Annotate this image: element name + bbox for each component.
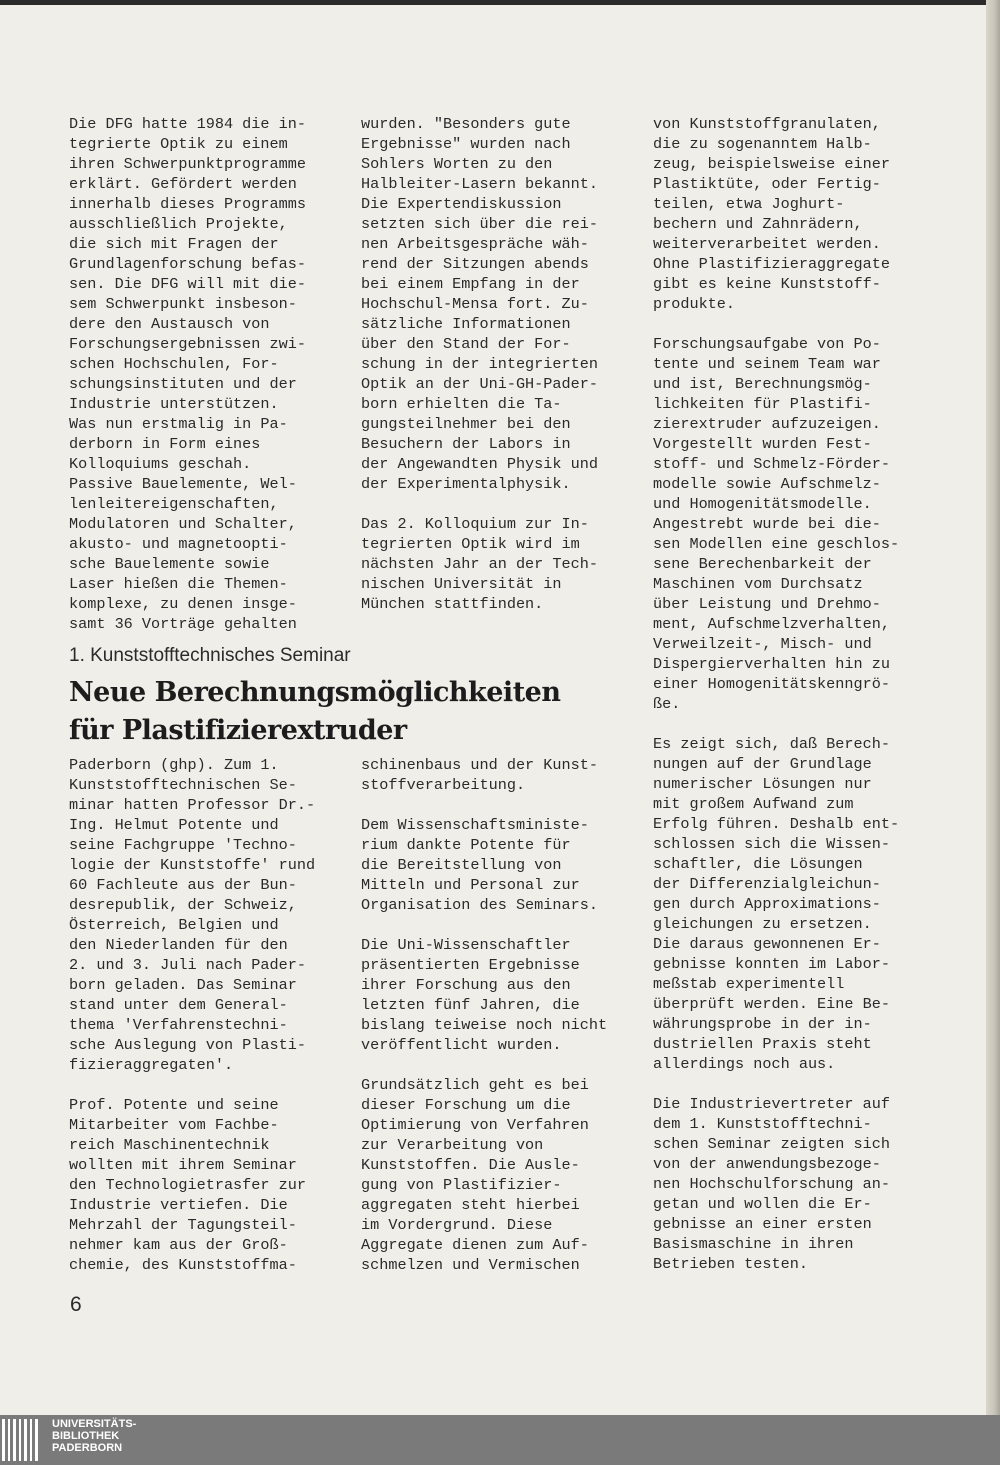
text-line: lenleitereigenschaften,	[69, 495, 279, 513]
text-line: schen Seminar zeigten sich	[653, 1135, 890, 1153]
text-line: Kolloquiums geschah.	[69, 455, 252, 473]
text-line: sche Auslegung von Plasti-	[69, 1036, 306, 1054]
text-line: sche Bauelemente sowie	[69, 555, 270, 573]
text-line: dem 1. Kunststofftechni-	[653, 1115, 872, 1133]
text-line: nischen Universität in	[361, 575, 562, 593]
text-line: Sohlers Worten zu den	[361, 155, 553, 173]
text-line: Die Uni-Wissenschaftler	[361, 936, 571, 954]
text-line: einer Homogenitätskenngrö-	[653, 675, 890, 693]
text-line: der Differenzialgleichun-	[653, 875, 881, 893]
article-headline	[69, 674, 560, 750]
text-line: Verweilzeit-, Misch- und	[653, 635, 872, 653]
text-line: Die Expertendiskussion	[361, 195, 562, 213]
text-line: Besuchern der Labors in	[361, 435, 571, 453]
text-line: meßstab experimentell	[653, 975, 845, 993]
text-line: Modulatoren und Schalter,	[69, 515, 297, 533]
text-line: von der anwendungsbezoge-	[653, 1155, 881, 1173]
text-line: Laser hießen die Themen-	[69, 575, 288, 593]
text-line: born erhielten die Ta-	[361, 395, 562, 413]
text-line: allerdings noch aus.	[653, 1055, 836, 1073]
text-line: modelle sowie Aufschmelz-	[653, 475, 881, 493]
text-line: Es zeigt sich, daß Berech-	[653, 735, 890, 753]
text-line: und ist, Berechnungsmög-	[653, 375, 872, 393]
library-footer	[0, 1415, 1000, 1465]
text-line: letzten fünf Jahren, die	[361, 996, 580, 1014]
text-line: zierextruder aufzuzeigen.	[653, 415, 881, 433]
text-line: Basismaschine in ihren	[653, 1235, 854, 1253]
text-line: den Niederlanden für den	[69, 936, 288, 954]
text-line: gleichungen zu ersetzen.	[653, 915, 872, 933]
logo-line-3: PADERBORN	[52, 1442, 123, 1454]
page-binding-edge	[986, 0, 1000, 1415]
text-line: überprüft werden. Eine Be-	[653, 995, 890, 1013]
text-line: produkte.	[653, 295, 736, 313]
text-line: Erfolg führen. Deshalb ent-	[653, 815, 900, 833]
text-line: Hochschul-Mensa fort. Zu-	[361, 295, 589, 313]
text-line: schmelzen und Vermischen	[361, 1256, 580, 1274]
text-line: im Vordergrund. Diese	[361, 1216, 553, 1234]
text-line: zeug, beispielsweise einer	[653, 155, 890, 173]
text-line: Angestrebt wurde bei die-	[653, 515, 881, 533]
text-line: schungsinstituten und der	[69, 375, 297, 393]
text-line: erklärt. Gefördert werden	[69, 175, 297, 193]
text-line: sene Berechenbarkeit der	[653, 555, 872, 573]
text-line: tegrierte Optik zu einem	[69, 135, 288, 153]
text-line: logie der Kunststoffe' rund	[69, 856, 316, 874]
text-line: München stattfinden.	[361, 595, 544, 613]
text-line: wollten mit ihrem Seminar	[69, 1156, 297, 1174]
text-line: ihrer Forschung aus den	[361, 976, 571, 994]
text-line: fizieraggregaten'.	[69, 1056, 234, 1074]
text-line: ausschließlich Projekte,	[69, 215, 288, 233]
text-line: akusto- und magnetoopti-	[69, 535, 288, 553]
text-line: nen Hochschulforschung an-	[653, 1175, 890, 1193]
text-line: Mitarbeiter vom Fachbe-	[69, 1116, 279, 1134]
text-line: chemie, des Kunststoffma-	[69, 1256, 297, 1274]
logo-line-2: BIBLIOTHEK	[52, 1430, 120, 1442]
text-line: ment, Aufschmelzverhalten,	[653, 615, 890, 633]
text-line: rium dankte Potente für	[361, 836, 571, 854]
text-line: bei einem Empfang in der	[361, 275, 580, 293]
text-line: teilen, etwa Joghurt-	[653, 195, 845, 213]
article2-column-3	[653, 114, 915, 1274]
text-line: Kunststoffen. Die Ausle-	[361, 1156, 580, 1174]
article1-column-2	[361, 114, 623, 614]
text-line: der Experimentalphysik.	[361, 475, 571, 493]
article2-column-2	[361, 755, 623, 1275]
text-line: Vorgestellt wurden Fest-	[653, 435, 872, 453]
text-line: gebnisse konnten im Labor-	[653, 955, 890, 973]
page-top-edge	[0, 0, 1000, 5]
text-line: Maschinen vom Durchsatz	[653, 575, 863, 593]
text-line: Betrieben testen.	[653, 1255, 808, 1273]
library-logo	[52, 1418, 136, 1454]
text-line: gebnisse an einer ersten	[653, 1215, 872, 1233]
text-line: desrepublik, der Schweiz,	[69, 896, 297, 914]
text-line: Grundlagenforschung befas-	[69, 255, 306, 273]
text-line: Organisation des Seminars.	[361, 896, 598, 914]
text-line: Was nun erstmalig in Pa-	[69, 415, 288, 433]
text-line: die zu sogenanntem Halb-	[653, 135, 872, 153]
text-line: Optik an der Uni-GH-Pader-	[361, 375, 598, 393]
text-line: Plastiktüte, oder Fertig-	[653, 175, 881, 193]
text-line: Aggregate dienen zum Auf-	[361, 1236, 589, 1254]
text-line: thema 'Verfahrenstechni-	[69, 1016, 288, 1034]
text-line: Industrie vertiefen. Die	[69, 1196, 288, 1214]
text-line: Prof. Potente und seine	[69, 1096, 279, 1114]
text-line: die Bereitstellung von	[361, 856, 562, 874]
text-line: schlossen sich die Wissen-	[653, 835, 890, 853]
text-line: dere den Austausch von	[69, 315, 270, 333]
text-line: schaftler, die Lösungen	[653, 855, 863, 873]
text-line: Ergebnisse" wurden nach	[361, 135, 571, 153]
text-line: derborn in Form eines	[69, 435, 261, 453]
article-kicker: 1. Kunststofftechnisches Seminar	[69, 645, 351, 666]
text-line: aggregaten steht hierbei	[361, 1196, 580, 1214]
text-line: über Leistung und Drehmo-	[653, 595, 881, 613]
text-line: stoff- und Schmelz-Förder-	[653, 455, 890, 473]
logo-line-1: UNIVERSITÄTS-	[52, 1418, 137, 1430]
text-line: bislang teiweise noch nicht	[361, 1016, 608, 1034]
text-line: Mitteln und Personal zur	[361, 876, 580, 894]
text-line: Ohne Plastifizieraggregate	[653, 255, 890, 273]
text-line: gung von Plastifizier-	[361, 1176, 562, 1194]
text-line: samt 36 Vorträge gehalten	[69, 615, 297, 633]
text-line: Industrie unterstützen.	[69, 395, 279, 413]
headline-line-1: Neue Berechnungsmöglichkeiten	[69, 677, 561, 708]
text-line: Die Industrievertreter auf	[653, 1095, 890, 1113]
text-line: Optimierung von Verfahren	[361, 1116, 589, 1134]
text-line: schen Hochschulen, For-	[69, 355, 279, 373]
text-line: lichkeiten für Plastifi-	[653, 395, 872, 413]
text-line: mit großem Aufwand zum	[653, 795, 854, 813]
text-line: Kunststofftechnischen Se-	[69, 776, 297, 794]
text-line: ihren Schwerpunktprogramme	[69, 155, 306, 173]
text-line: Passive Bauelemente, Wel-	[69, 475, 297, 493]
text-line: stand unter dem General-	[69, 996, 288, 1014]
text-line: wurden. "Besonders gute	[361, 115, 571, 133]
text-line: von Kunststoffgranulaten,	[653, 115, 881, 133]
text-line: schung in der integrierten	[361, 355, 598, 373]
text-line: nen Arbeitsgespräche wäh-	[361, 235, 589, 253]
text-line: numerischer Lösungen nur	[653, 775, 872, 793]
article1-column-1	[69, 114, 331, 634]
text-line: nächsten Jahr an der Tech-	[361, 555, 598, 573]
text-line: dieser Forschung um die	[361, 1096, 571, 1114]
text-line: Mehrzahl der Tagungsteil-	[69, 1216, 297, 1234]
text-line: tente und seinem Team war	[653, 355, 881, 373]
text-line: der Angewandten Physik und	[361, 455, 598, 473]
text-line: sätzliche Informationen	[361, 315, 571, 333]
text-line: sen Modellen eine geschlos-	[653, 535, 900, 553]
headline-line-2: für Plastifizierextruder	[69, 715, 407, 746]
text-line: Dispergierverhalten hin zu	[653, 655, 890, 673]
text-line: nehmer kam aus der Groß-	[69, 1236, 288, 1254]
text-line: reich Maschinentechnik	[69, 1136, 270, 1154]
text-line: Forschungsaufgabe von Po-	[653, 335, 881, 353]
text-line: minar hatten Professor Dr.-	[69, 796, 316, 814]
text-line: gen durch Approximations-	[653, 895, 881, 913]
text-line: den Technologietrasfer zur	[69, 1176, 306, 1194]
text-line: veröffentlicht wurden.	[361, 1036, 562, 1054]
text-line: tegrierten Optik wird im	[361, 535, 580, 553]
text-line: setzten sich über die rei-	[361, 215, 598, 233]
text-line: seine Fachgruppe 'Techno-	[69, 836, 297, 854]
text-line: über den Stand der For-	[361, 335, 571, 353]
text-line: 60 Fachleute aus der Bun-	[69, 876, 297, 894]
text-line: Ing. Helmut Potente und	[69, 816, 279, 834]
text-line: sen. Die DFG will mit die-	[69, 275, 306, 293]
text-line: sem Schwerpunkt insbeson-	[69, 295, 297, 313]
text-line: Grundsätzlich geht es bei	[361, 1076, 589, 1094]
text-line: dustriellen Praxis steht	[653, 1035, 872, 1053]
text-line: präsentierten Ergebnisse	[361, 956, 580, 974]
text-line: born geladen. Das Seminar	[69, 976, 297, 994]
article2-column-1	[69, 755, 331, 1275]
text-line: getan und wollen die Er-	[653, 1195, 872, 1213]
text-line: schinenbaus und der Kunst-	[361, 756, 598, 774]
text-line: 2. und 3. Juli nach Pader-	[69, 956, 306, 974]
text-line: Halbleiter-Lasern bekannt.	[361, 175, 598, 193]
text-line: zur Verarbeitung von	[361, 1136, 544, 1154]
text-line: stoffverarbeitung.	[361, 776, 526, 794]
text-line: innerhalb dieses Programms	[69, 195, 306, 213]
text-line: die sich mit Fragen der	[69, 235, 279, 253]
text-line: nungen auf der Grundlage	[653, 755, 872, 773]
text-line: Die DFG hatte 1984 die in-	[69, 115, 306, 133]
text-line: Das 2. Kolloquium zur In-	[361, 515, 589, 533]
barcode-stripes-icon	[0, 1415, 40, 1465]
text-line: bechern und Zahnrädern,	[653, 215, 863, 233]
text-line: komplexe, zu denen insge-	[69, 595, 297, 613]
text-line: Österreich, Belgien und	[69, 916, 279, 934]
text-line: Paderborn (ghp). Zum 1.	[69, 756, 279, 774]
page-number: 6	[70, 1293, 82, 1316]
text-line: rend der Sitzungen abends	[361, 255, 589, 273]
text-line: Dem Wissenschaftsministe-	[361, 816, 589, 834]
text-line: Die daraus gewonnenen Er-	[653, 935, 881, 953]
text-line: gungsteilnehmer bei den	[361, 415, 571, 433]
text-line: ße.	[653, 695, 681, 713]
text-line: währungsprobe in der in-	[653, 1015, 872, 1033]
text-line: und Homogenitätsmodelle.	[653, 495, 872, 513]
text-line: Forschungsergebnissen zwi-	[69, 335, 306, 353]
text-line: weiterverarbeitet werden.	[653, 235, 881, 253]
text-line: gibt es keine Kunststoff-	[653, 275, 881, 293]
